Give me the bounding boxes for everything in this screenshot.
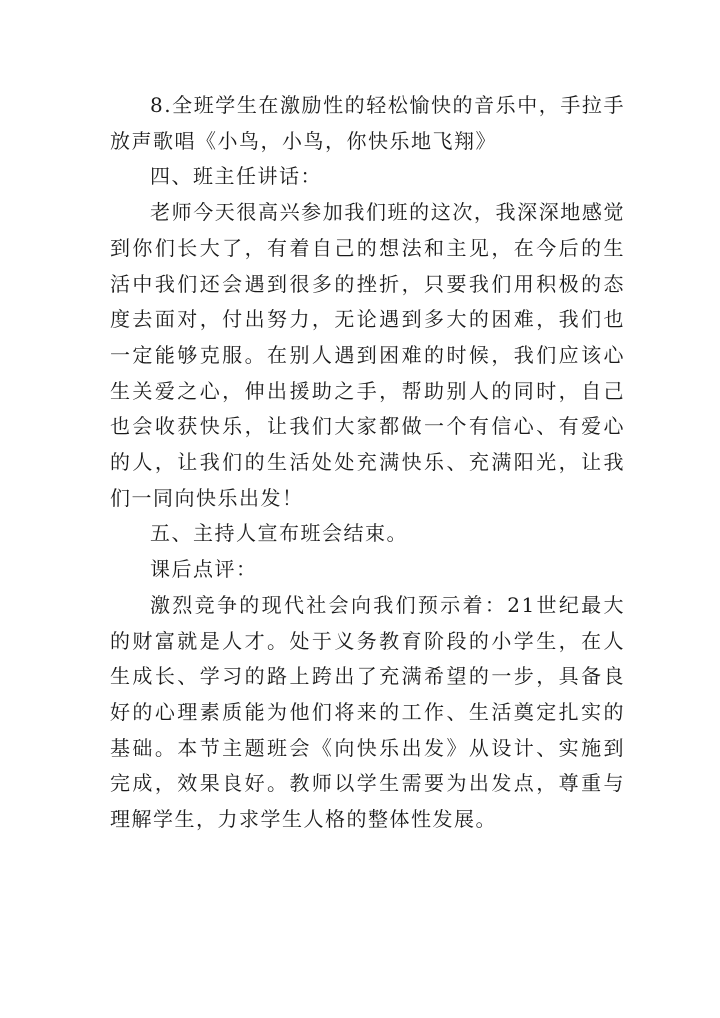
paragraph-host-closing: 五、主持人宣布班会结束。 xyxy=(150,521,408,546)
heading-post-class-review: 课后点评： xyxy=(150,557,258,582)
heading-teacher-speech: 四、班主任讲话： xyxy=(150,164,322,189)
paragraph-teacher-speech: 老师今天很高兴参加我们班的这次，我深深地感觉到你们长大了，有着自己的想法和主见，在今后的生活中我们还会遇到很多的挫折，只要我们用积极的态度去面对，付出努力，无论遇到多大的困难，我们也一定能够克服。在别人遇到困难的时候，我们应该心生关爱之心，伸出援助之手，帮助别人的同时，自己也会收获快乐，让我们大家都做一个有信心、有爱心的人，让我们的生活处处充满快乐、充满阳光，让我们一同向快乐出发！ xyxy=(110,200,625,510)
document-body xyxy=(110,88,625,838)
paragraph-song-activity: 8.全班学生在激励性的轻松愉快的音乐中，手拉手放声歌唱《小鸟，小鸟，你快乐地飞翔》 xyxy=(110,93,625,153)
paragraph-post-class-review: 激烈竞争的现代社会向我们预示着：21世纪最大的财富就是人才。处于义务教育阶段的小学生，在人生成长、学习的路上跨出了充满希望的一步，具备良好的心理素质能为他们将来的工作、生活奠定扎实的基础。本节主题班会《向快乐出发》从设计、实施到完成，效果良好。教师以学生需要为出发点，尊重与理解学生，力求学生人格的整体性发展。 xyxy=(110,592,625,832)
